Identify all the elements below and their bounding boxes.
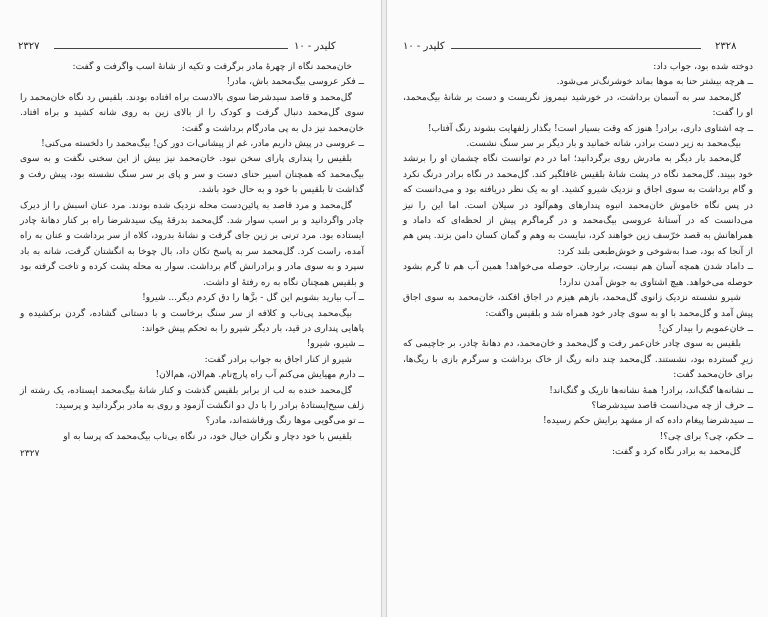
dialogue-line: ــ هرچه بیشتر حنا به موها بماند خوشرنگ‌تر می‌شود.: [556, 77, 753, 88]
dialogue-line: ــ حرف از چه می‌دانست قاصد سیدشرضا؟: [591, 400, 753, 411]
paragraph: بلقیس را پنداری پارای سخن نبود. خان‌محمد نیز بیش از این سخنی نگفت و به سوی بیگ‌محمد که همچنان اسیر حنای دست و سر و پای بر سر سنگ نشسته بود، پیش رفت و گذاشت تا بلقیس با خود و به حال خود باشد.: [20, 154, 364, 196]
paragraph: گل‌محمد و مرد قاصد به پائین‌دست محله نزدیک شده بودند. مرد عنان اسبش را از دیرک چادر واگردانید و بر اسب سوار شد. گل‌محمد بدرقهٔ پیک سیدشرضا راه بر کنار دهانهٔ چادر ایستاده بود. مرد ترنی بر زین جای گرفت و نشانهٔ بدرود، کلاه از سر برداشت و عنان به راه آمده، راست کرد. گل‌محمد سر به پاسخ تکان داد، بال چوخا به انگشتان گرفت، شانه به باد سپرد و به سوی مادر و برادرانش گام برداشت. سوار به محله پشت کرده و تاخت گرفته بود و بلقیس همچنان نگاه به ره رفتهٔ او داشت.: [20, 200, 364, 288]
running-title: کلیدر - ۱۰: [294, 41, 336, 52]
dialogue-line: ــ عروسی در پیش داریم مادر، غم از پیشانی‌ات دور کن! بیگ‌محمد را دلخسته می‌کنی!: [41, 139, 364, 150]
page-body: [403, 60, 753, 461]
dialogue-line: ــ سیدشرضا پیغام داده که از مشهد برایش حکم رسیده!: [543, 416, 753, 427]
page-number: ۲۳۲۸: [715, 41, 737, 52]
running-title: کلیدر - ۱۰: [403, 41, 445, 52]
header-rule: [54, 48, 288, 49]
dialogue-line: ــ داماد شدن همچه آسان هم نیست، برارجان. حوصله می‌خواهد! همین آب هم تا گرم بشود حوصله می‌خواهد. هیچ اشتاوی به جوش آمدن ندارد!: [403, 262, 753, 288]
running-header: [403, 40, 753, 54]
dialogue-line: ــ تو می‌گویی موها رنگ ورفاشته‌اند، مادر؟: [205, 416, 364, 427]
paragraph: بیگ‌محمد به زیر دست برادر، شانه خمانید و بار دیگر بر سر سنگ نشست.: [466, 139, 741, 150]
right-page: [386, 0, 768, 617]
dialogue-line: ــ حکم، چی؟ برای چی؟!: [659, 431, 753, 442]
paragraph: گل‌محمد به برادر نگاه کرد و گفت:: [611, 447, 741, 458]
paragraph: دوخته شده بود، جواب داد:: [653, 62, 753, 72]
page-body: [20, 60, 364, 463]
paragraph: شیرو از کنار اجاق به جواب برادر گفت:: [204, 354, 352, 365]
dialogue-line: ــ شیرو، شیرو!: [306, 339, 364, 350]
paragraph: گل‌محمد بار دیگر به مادرش روی برگردانید؛ اما در دم توانست نگاه چشمان او را برنشد خود ببیند. گل‌محمد نگاه در پشت شانهٔ بلقیس غافلگیر کند. گل‌محمد در نگاه برادر درنگ نکرد و گام برداشت به سوی اجاق و نزدیک شیرو کشید. او به یک نظر دریافته بود و می‌دانست که در پس نگاه خاموش خان‌محمد انبوه پندارهای وهم‌آلود در سیلان است. اما این را نیز می‌دانست که در آستانهٔ عروسی بیگ‌محمد و در گرماگرم پیش از لحظه‌ای که داماد و همراهانش به قصد خرّسف زین خواهند کرد، نبایست به وهم و گمان کسان دامن بزند. پس هم از آنجا که بود، صدا به‌شوخی و خوش‌طبعی بلند کرد:: [403, 154, 753, 257]
header-rule: [451, 48, 701, 49]
dialogue-line: ــ خان‌عمویم را بیدار کن!: [658, 323, 753, 334]
running-header: [18, 40, 362, 54]
paragraph: گل‌محمد و قاصد سیدشرضا سوی بالادست براه افتاده بودند. بلقیس رد نگاه خان‌محمد را سوی گل‌محمد دنبال گرفت و کودک را از بالای زین به روی شانه کشید و براه افتاد. خان‌محمد نیز دل به پی مادرگام برداشت و گفت:: [20, 92, 364, 134]
dialogue-line: ــ آب بیارید بشویم این گل - بزَّها را دق کردم دیگر... شیرو!: [142, 293, 364, 304]
dialogue-line: ــ چه اشتاوی داری، برادر! هنوز که وقت بسیار است! بگذار زلفهایت بشوند رنگ آفتاب!: [427, 123, 753, 134]
paragraph: بیگ‌محمد پی‌تاب و کلافه از سر سنگ برخاست و با دستانی گشاده، گردن برکشیده و پاهایی پنداری در قید، بار دیگر شیرو را به تحکم پیش خواند:: [20, 308, 364, 334]
left-page: [0, 0, 382, 617]
footer-number: ۲۳۲۷: [20, 449, 40, 460]
paragraph: بلقیس به سوی چادر خان‌عمر رفت و گل‌محمد و خان‌محمد، دم دهانهٔ چادر، بر جاچیمی که زیرِ گسترده بود، نشستند. گل‌محمد چند دانه ریگ از خاک برداشت و سرگرم بازی با ریگ‌ها، برای خان‌محمد گفت:: [403, 339, 753, 381]
dialogue-line: ــ دارم مهیایش می‌کنم آب راه پارچ‌نام. هم‌الان، هم‌الان!: [155, 370, 364, 381]
dialogue-line: ــ فکر عروسی بیگ‌محمد باش، مادر!: [226, 77, 364, 88]
page-number: ۲۳۲۷: [18, 41, 40, 52]
paragraph: شیرو نشسته نزدیک زانوی گل‌محمد، بازهم هیزم در اجاق افکند، خان‌محمد به سوی اجاق پیش آمد و گل‌محمد با او به سوی چادر خود همراه شد و بلقیس واگفت:: [403, 293, 753, 319]
paragraph: بلقیس با خود دچار و نگران خیال خود، در نگاه بی‌تاب بیگ‌محمد که پرسا به او: [63, 431, 352, 442]
paragraph: گل‌محمد خنده به لب از برابر بلقیس گذشت و کنار شانهٔ بیگ‌محمد ایستاده، یک رشته از زلف سیخ‌ایستادهٔ برادر را با دل دو انگشت آزمود و روی به مادر برگردانید و پرسید:: [20, 385, 364, 411]
paragraph: گل‌محمد سر به آسمان برداشت، در خورشید نیمروز نگریست و دست بر شانهٔ بیگ‌محمد، او را گفت:: [403, 92, 753, 119]
dialogue-line: ــ نشانه‌ها گنگ‌اند، برادر! همهٔ نشانه‌ها تاریک و گنگ‌اند!: [549, 385, 753, 396]
paragraph: خان‌محمد نگاه از چهرهٔ مادر برگرفت و تکیه از شانهٔ اسب واگرفت و گفت:: [72, 62, 352, 72]
